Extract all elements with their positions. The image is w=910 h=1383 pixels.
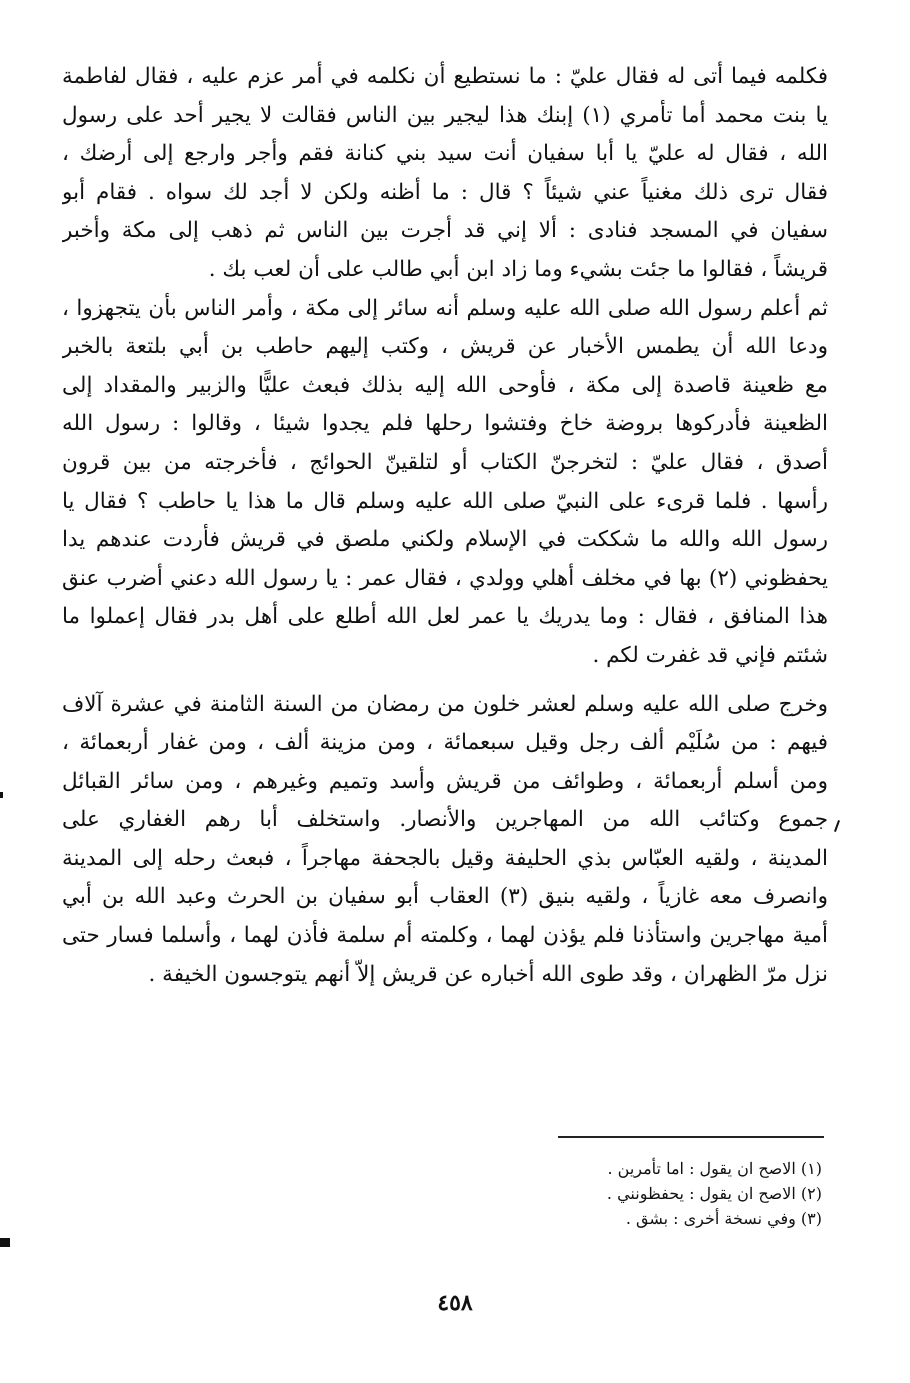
text-line: ودعا الله أن يطمس الأخبار عن قريش ، وكتب إليهم حاطب بن أبي بلتعة بالخبر <box>62 334 828 360</box>
text-line: وخرج صلى الله عليه وسلم لعشر خلون من رمضان من السنة الثامنة في عشرة آلاف <box>62 691 828 717</box>
text-line: ومن أسلم أربعمائة ، وطوائف من قريش وأسد وتميم وغيرهم ، ومن سائر القبائل <box>62 768 828 794</box>
text-line: نزل مرّ الظهران ، وقد طوى الله أخباره عن قريش إلاّ أنهم يتوجسون الخيفة . <box>148 961 828 987</box>
paragraph-3 <box>62 686 828 995</box>
text-line: هذا المنافق ، فقال : وما يدريك يا عمر لعل الله أطلع على أهل بدر فقال إعملوا ما <box>62 604 828 630</box>
paragraph-2 <box>62 290 828 676</box>
text-line: فقال ترى ذلك مغنياً عني شيئاً ؟ قال : ما أظنه ولكن لا أجد لك سواه . فقام أبو <box>62 179 828 205</box>
text-line: أمية مهاجرين واستأذنا فلم يؤذن لهما ، وكلمته أم سلمة فأذن لهما ، وأسلما فسار حتى <box>62 923 828 949</box>
footnote-3: (٣) وفي نسخة أخرى : بشق . <box>625 1209 822 1228</box>
text-line: رأسها . فلما قرىء على النبيّ صلى الله عليه وسلم قال ما هذا يا حاطب ؟ فقال يا <box>62 488 828 514</box>
text-line: فكلمه فيما أتى له فقال عليّ : ما نستطيع أن نكلمه في أمر عزم عليه ، فقال لفاطمة <box>62 64 828 89</box>
footnote-1: (١) الاصح ان يقول : اما تأمرين . <box>607 1159 822 1178</box>
paragraph-spacer <box>62 676 828 686</box>
text-line: وانصرف معه غازياً ، ولقيه بنيق (٣) العقاب أبو سفيان بن الحرث وعبد الله بن أبي <box>62 884 828 910</box>
text-line: يا بنت محمد أما تأمري (١) إبنك هذا ليجير بين الناس فقالت لا يجير أحد على رسول <box>62 102 828 128</box>
text-line: سفيان في المسجد فنادى : ألا إني قد أجرت بين الناس ثم ذهب إلى مكة وأخبر <box>62 218 828 244</box>
text-line: المدينة ، ولقيه العبّاس بذي الحليفة وقيل بالجحفة مهاجراً ، فبعث رحله إلى المدينة <box>62 845 828 871</box>
main-text <box>62 58 828 994</box>
text-line: جموع وكتائب الله من المهاجرين والأنصار. واستخلف أبا رهم الغفاري على <box>62 807 828 833</box>
text-line: الله ، فقال له عليّ يا أبا سفيان أنت سيد بني كنانة فقم وأجر وارجع إلى أرضك ، <box>62 141 828 167</box>
text-line: رسول الله والله ما شككت في الإسلام ولكني ملصق في قريش فأردت عندهم يدا <box>62 527 828 553</box>
footnotes <box>300 1156 822 1231</box>
text-line: أصدق ، فقال عليّ : لتخرجنّ الكتاب أو لتلقينّ الحوائج ، فأخرجته من بين قرون <box>62 449 828 475</box>
text-line: الظعينة فأدركوها بروضة خاخ وفتشوا رحلها فلم يجدوا شيئا ، وقالوا : رسول الله <box>62 411 828 437</box>
scan-mark-left <box>0 1238 10 1247</box>
paragraph-1 <box>62 58 828 290</box>
scan-mark-right <box>834 820 840 832</box>
text-line: شئتم فإني قد غفرت لكم . <box>592 642 828 668</box>
text-line: قريشاً ، فقالوا ما جئت بشيء وما زاد ابن أبي طالب على أن لعب بك . <box>208 256 828 282</box>
text-line: مع ظعينة قاصدة إلى مكة ، فأوحى الله إليه بذلك فبعث عليًّا والزبير والمقداد إلى <box>62 372 828 398</box>
scan-mark-edge <box>0 792 3 798</box>
text-line: ثم أعلم رسول الله صلى الله عليه وسلم أنه سائر إلى مكة ، وأمر الناس بأن يتجهزوا ، <box>62 295 828 321</box>
footnote-2: (٢) الاصح ان يقول : يحفظونني . <box>606 1184 822 1203</box>
footnote-separator <box>558 1136 824 1138</box>
text-line: فيهم : من سُلَيْم ألف رجل وقيل سبعمائة ، ومن مزينة ألف ، ومن غفار أربعمائة ، <box>62 730 828 756</box>
text-line: يحفظوني (٢) بها في مخلف أهلي وولدي ، فقال عمر : يا رسول الله دعني أضرب عنق <box>62 565 828 591</box>
page-number: ٤٥٨ <box>437 1290 473 1316</box>
